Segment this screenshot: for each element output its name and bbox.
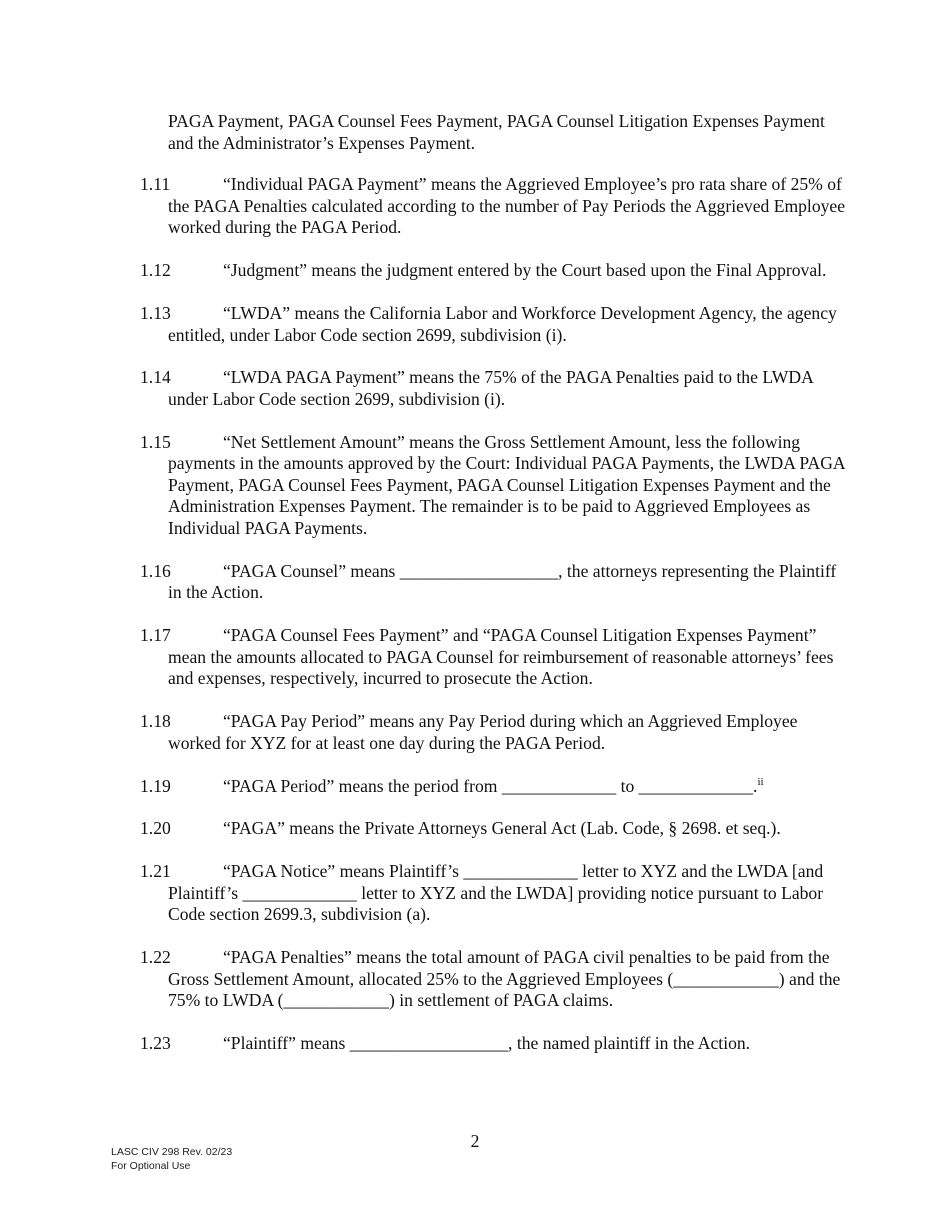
section-text: “LWDA PAGA Payment” means the 75% of the PAGA Penalties paid to the LWDA under Labor Code section 2699, subdivision (i). <box>168 367 813 409</box>
section-number: 1.17 <box>140 625 171 646</box>
section-1-21 <box>140 861 852 926</box>
section-text: “LWDA” means the California Labor and Workforce Development Agency, the agency entitled, under Labor Code section 2699, subdivision (i). <box>168 302 837 345</box>
section-1-17 <box>140 625 852 690</box>
section-number: 1.14 <box>140 367 171 388</box>
section-text: “PAGA” means the Private Attorneys General Act (Lab. Code, § 2698. et seq.). <box>223 818 781 839</box>
continuation-paragraph: PAGA Payment, PAGA Counsel Fees Payment, PAGA Counsel Litigation Expenses Payment and the Administrator’s Expenses Payment. <box>168 111 825 153</box>
section-1-16 <box>140 561 852 604</box>
section-text: “PAGA Counsel Fees Payment” and “PAGA Counsel Litigation Expenses Payment” mean the amounts allocated to PAGA Counsel for reimbursement of reasonable attorneys’ fees and expenses, respectively, incurred to prosecute the Action. <box>168 625 834 689</box>
section-1-14 <box>140 367 852 410</box>
section-number: 1.16 <box>140 560 171 581</box>
section-1-15 <box>140 432 852 540</box>
document-body <box>140 111 852 1076</box>
section-number: 1.23 <box>140 1033 171 1054</box>
section-text: “PAGA Notice” means Plaintiff’s _____________ letter to XYZ and the LWDA [and Plaintiff’s _____________ letter to XYZ and the LWDA] providing notice pursuant to Labor Code section 2699.3, subdivision (a). <box>168 861 824 925</box>
section-number: 1.13 <box>140 302 171 323</box>
section-1-13 <box>140 303 852 346</box>
section-text: “Judgment” means the judgment entered by the Court based upon the Final Approval. <box>223 260 827 281</box>
section-1-12 <box>140 260 852 282</box>
section-text: “PAGA Penalties” means the total amount of PAGA civil penalties to be paid from the Gross Settlement Amount, allocated 25% to the Aggrieved Employees (____________) and the 75% to LWDA (____________) in settlement of PAGA claims. <box>168 947 841 1011</box>
section-1-11 <box>140 174 852 239</box>
page-number: 2 <box>470 1131 480 1151</box>
form-footer <box>111 1145 232 1173</box>
form-id: LASC CIV 298 Rev. 02/23 <box>111 1146 233 1158</box>
section-number: 1.21 <box>140 861 171 882</box>
section-number: 1.20 <box>140 818 171 839</box>
section-number: 1.11 <box>140 174 171 195</box>
section-number: 1.22 <box>140 947 171 968</box>
section-number: 1.18 <box>140 711 171 732</box>
use-note: For Optional Use <box>111 1160 191 1172</box>
section-text: “Individual PAGA Payment” means the Aggrieved Employee’s pro rata share of 25% of the PAGA Penalties calculated according to the number of Pay Periods the Aggrieved Employee worked during the PAGA Period. <box>168 174 846 238</box>
section-number: 1.12 <box>140 260 171 281</box>
section-number: 1.15 <box>140 431 171 452</box>
section-1-23 <box>140 1033 852 1055</box>
section-text: “PAGA Period” means the period from _____________ to _____________. <box>223 775 758 796</box>
section-text: “Plaintiff” means __________________, the named plaintiff in the Action. <box>223 1033 751 1054</box>
section-1-20 <box>140 818 852 840</box>
section-text: “Net Settlement Amount” means the Gross Settlement Amount, less the following payments in the amounts approved by the Court: Individual PAGA Payments, the LWDA PAGA Payment, PAGA Counsel Fees Payment, PAGA Counsel Litigation Expenses Payment and the Administration Expenses Payment. The remainder is to be paid to Aggrieved Employees as Individual PAGA Payments. <box>168 431 845 539</box>
section-number: 1.19 <box>140 775 171 796</box>
section-text: “PAGA Counsel” means __________________, the attorneys representing the Plaintiff in the Action. <box>168 560 837 603</box>
section-text: “PAGA Pay Period” means any Pay Period during which an Aggrieved Employee worked for XYZ for at least one day during the PAGA Period. <box>168 711 798 753</box>
section-1-19 <box>140 776 852 798</box>
section-1-18 <box>140 711 852 754</box>
section-1-22 <box>140 947 852 1012</box>
footnote-marker: ii <box>757 775 764 788</box>
